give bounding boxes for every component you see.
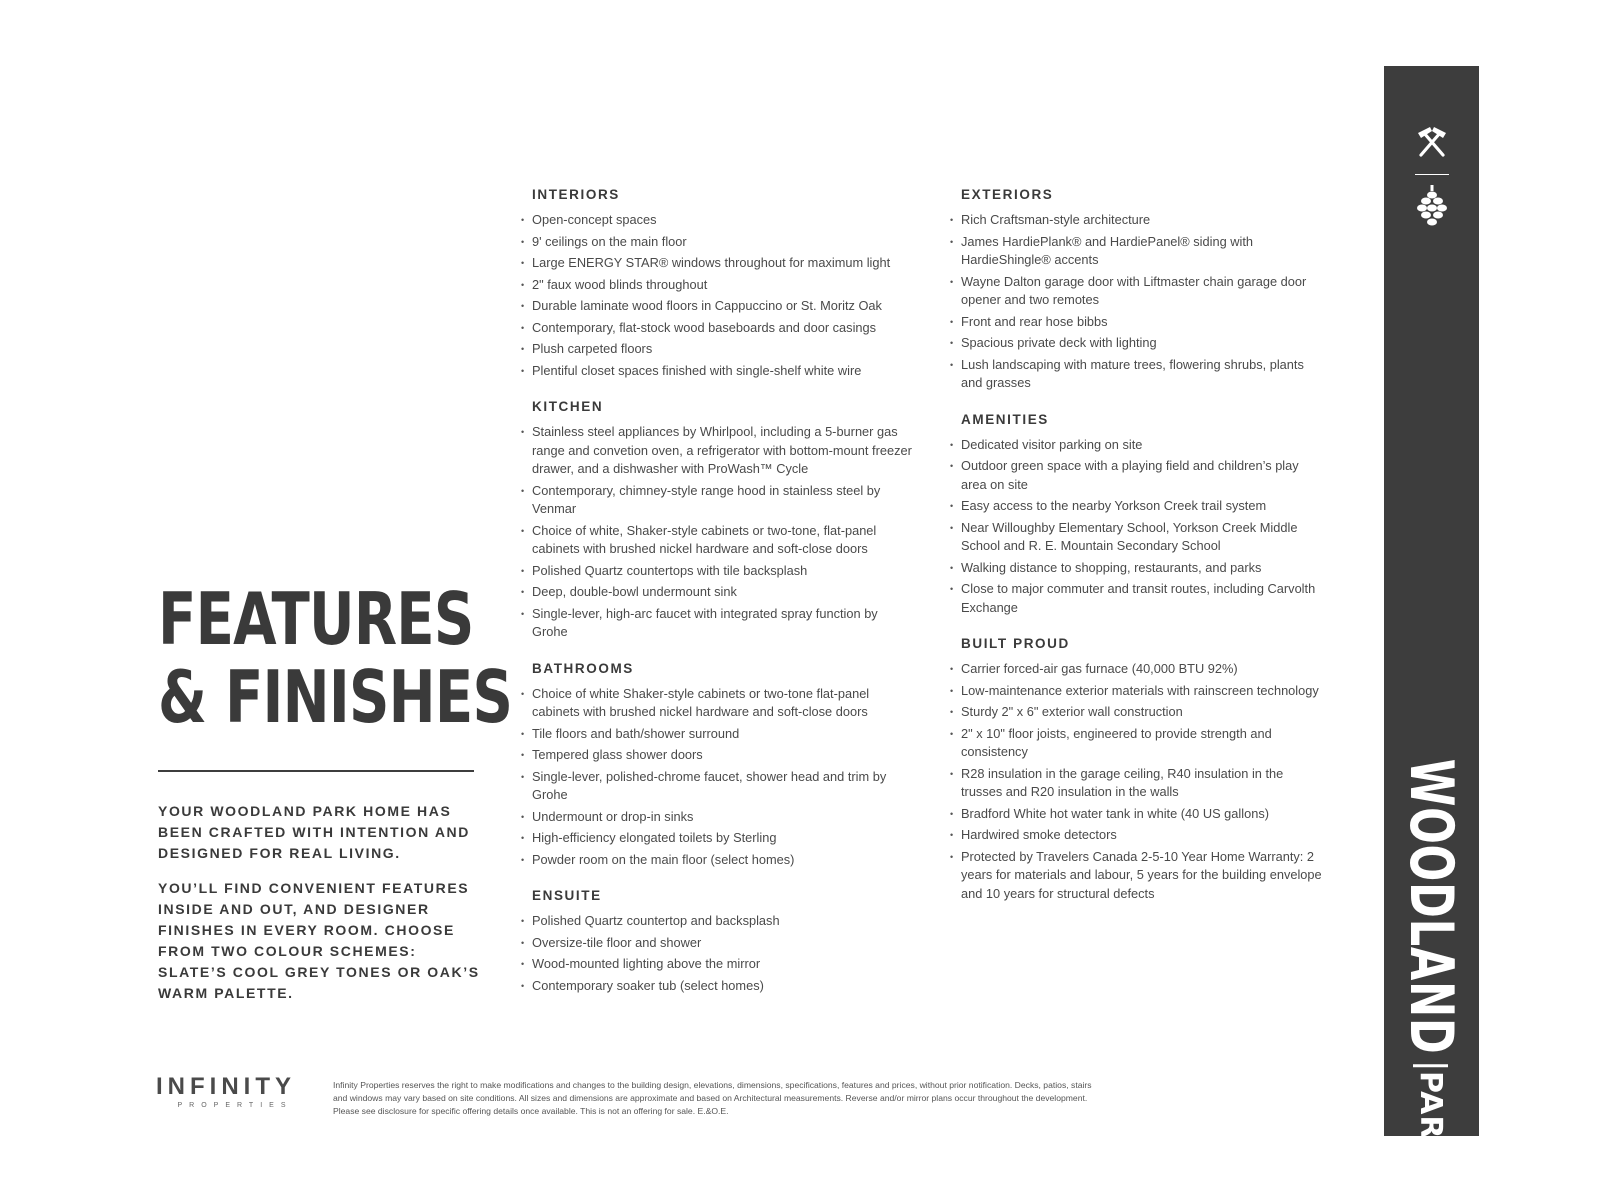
brand-sidebar — [1384, 66, 1479, 1164]
intro-text — [158, 801, 488, 1018]
feature-item: • 9' ceilings on the main floor — [532, 233, 912, 252]
feature-item: • Spacious private deck with lighting — [961, 334, 1326, 353]
icon-divider — [1415, 174, 1449, 175]
section-title: EXTERIORS — [961, 187, 1054, 202]
feature-item: • 2" faux wood blinds throughout — [532, 276, 912, 295]
feature-item: • Deep, double-bowl undermount sink — [532, 583, 912, 602]
section-title: BATHROOMS — [532, 660, 634, 676]
feature-item: • Walking distance to shopping, restaurants, and parks — [961, 559, 1326, 578]
feature-item: • Easy access to the nearby Yorkson Creek trail system — [961, 497, 1326, 516]
page-title — [158, 577, 513, 739]
feature-item: • R28 insulation in the garage ceiling, R40 insulation in the trusses and R20 insulation in the walls — [961, 765, 1326, 802]
intro-paragraph-1: YOUR WOODLAND PARK HOME HAS BEEN CRAFTED WITH INTENTION AND DESIGNED FOR REAL LIVING. — [158, 803, 470, 861]
section-title: KITCHEN — [532, 399, 604, 414]
feature-item: • Rich Craftsman-style architecture — [961, 211, 1326, 230]
wordmark-park: PARK — [1414, 1064, 1449, 1171]
feature-item: • Stainless steel appliances by Whirlpool, including a 5-burner gas range and convetion oven, a refrigerator with bottom-mount freezer drawer, and a dishwasher with ProWash™ Cycle — [532, 423, 912, 479]
infinity-properties-logo — [156, 1074, 314, 1109]
feature-item: • High-efficiency elongated toilets by Sterling — [532, 829, 912, 848]
feature-list — [961, 436, 1326, 618]
feature-list — [532, 423, 912, 642]
section-title: ENSUITE — [532, 888, 602, 903]
feature-item: • Low-maintenance exterior materials with rainscreen technology — [961, 682, 1326, 701]
feature-item: • Contemporary, flat-stock wood baseboards and door casings — [532, 319, 912, 338]
feature-item: • Outdoor green space with a playing field and children’s play area on site — [961, 457, 1326, 494]
feature-item: • Dedicated visitor parking on site — [961, 436, 1326, 455]
feature-item: • Carrier forced-air gas furnace (40,000 BTU 92%) — [961, 660, 1326, 679]
feature-item: • Large ENERGY STAR® windows throughout for maximum light — [532, 254, 912, 273]
feature-item: • Single-lever, polished-chrome faucet, shower head and trim by Grohe — [532, 768, 912, 805]
feature-item: • Plentiful closet spaces finished with single-shelf white wire — [532, 362, 912, 381]
feature-list — [961, 660, 1326, 903]
section-ensuite — [532, 887, 912, 995]
woodland-park-wordmark — [1396, 701, 1466, 1171]
features-column-left — [532, 186, 912, 1013]
intro-paragraph-2: YOU’LL FIND CONVENIENT FEATURES INSIDE AND OUT, AND DESIGNER FINISHES IN EVERY ROOM. CHOOSE FROM TWO COLOUR SCHEMES: SLATE’S COOL GREY TONES OR OAK’S WARM PALETTE. — [158, 880, 480, 1001]
feature-item: • Tempered glass shower doors — [532, 746, 912, 765]
logo-subtitle: PROPERTIES — [177, 1102, 293, 1109]
section-kitchen — [532, 398, 912, 642]
feature-item: • Tile floors and bath/shower surround — [532, 725, 912, 744]
feature-item: • Bradford White hot water tank in white (40 US gallons) — [961, 805, 1326, 824]
section-title: AMENITIES — [961, 411, 1049, 427]
feature-list — [532, 912, 912, 995]
feature-item: • Near Willoughby Elementary School, Yorkson Creek Middle School and R. E. Mountain Secondary School — [961, 519, 1326, 556]
brand-icons — [1384, 121, 1479, 234]
feature-list — [532, 211, 912, 380]
feature-item: • Contemporary, chimney-style range hood in stainless steel by Venmar — [532, 482, 912, 519]
feature-item: • 2" x 10" floor joists, engineered to provide strength and consistency — [961, 725, 1326, 762]
feature-item: • Sturdy 2" x 6" exterior wall construction — [961, 703, 1326, 722]
feature-item: • Undermount or drop-in sinks — [532, 808, 912, 827]
feature-item: • James HardiePlank® and HardiePanel® siding with HardieShingle® accents — [961, 233, 1326, 270]
logo-wordmark: INFINITY — [156, 1073, 296, 1100]
section-interiors — [532, 186, 912, 380]
crossed-hammers-icon — [1412, 121, 1452, 161]
feature-item: • Open-concept spaces — [532, 211, 912, 230]
features-column-right — [961, 186, 1326, 921]
feature-item: • Wood-mounted lighting above the mirror — [532, 955, 912, 974]
section-amenities — [961, 411, 1326, 618]
feature-list — [961, 211, 1326, 393]
title-line-1: FEATURES — [158, 577, 474, 661]
section-title: INTERIORS — [532, 187, 620, 202]
feature-item: • Contemporary soaker tub (select homes) — [532, 977, 912, 996]
feature-item: • Durable laminate wood floors in Cappuccino or St. Moritz Oak — [532, 297, 912, 316]
feature-item: • Single-lever, high-arc faucet with integrated spray function by Grohe — [532, 605, 912, 642]
feature-item: • Oversize-tile floor and shower — [532, 934, 912, 953]
feature-item: • Polished Quartz countertop and backsplash — [532, 912, 912, 931]
feature-item: • Hardwired smoke detectors — [961, 826, 1326, 845]
section-title: BUILT PROUD — [961, 636, 1070, 651]
section-built-proud — [961, 635, 1326, 903]
legal-disclaimer: Infinity Properties reserves the right to make modifications and changes to the building design, elevations, dimensions, specifications, features and prices, without prior notification. Decks, patios, stairs and windows may vary based on site conditions. All sizes and dimensions are approximate and based on Architectural measurements. Reverse and/or mirror plans occur throughout the development. Please see disclosure for specific offering details once available. This is not an offering for sale. E.&O.E. — [333, 1080, 1092, 1116]
feature-item: • Choice of white, Shaker-style cabinets or two-tone, flat-panel cabinets with brushed nickel hardware and soft-close doors — [532, 522, 912, 559]
feature-list — [532, 685, 912, 870]
feature-item: • Choice of white Shaker-style cabinets or two-tone flat-panel cabinets with brushed nickel hardware and soft-close doors — [532, 685, 912, 722]
feature-item: • Lush landscaping with mature trees, flowering shrubs, plants and grasses — [961, 356, 1326, 393]
feature-item: • Front and rear hose bibbs — [961, 313, 1326, 332]
feature-item: • Plush carpeted floors — [532, 340, 912, 359]
feature-item: • Close to major commuter and transit routes, including Carvolth Exchange — [961, 580, 1326, 617]
feature-item: • Powder room on the main floor (select homes) — [532, 851, 912, 870]
feature-item: • Protected by Travelers Canada 2-5-10 Year Home Warranty: 2 years for materials and labour, 5 years for the building envelope and 10 years for structural defects — [961, 848, 1326, 904]
pinecone-icon — [1415, 185, 1449, 229]
section-exteriors — [961, 186, 1326, 393]
feature-item: • Wayne Dalton garage door with Liftmaster chain garage door opener and two remotes — [961, 273, 1326, 310]
wordmark-woodland: WOODLAND — [1396, 758, 1466, 1055]
feature-item: • Polished Quartz countertops with tile backsplash — [532, 562, 912, 581]
section-bathrooms — [532, 660, 912, 870]
title-line-2: & FINISHES — [158, 655, 513, 739]
title-divider — [158, 770, 474, 772]
